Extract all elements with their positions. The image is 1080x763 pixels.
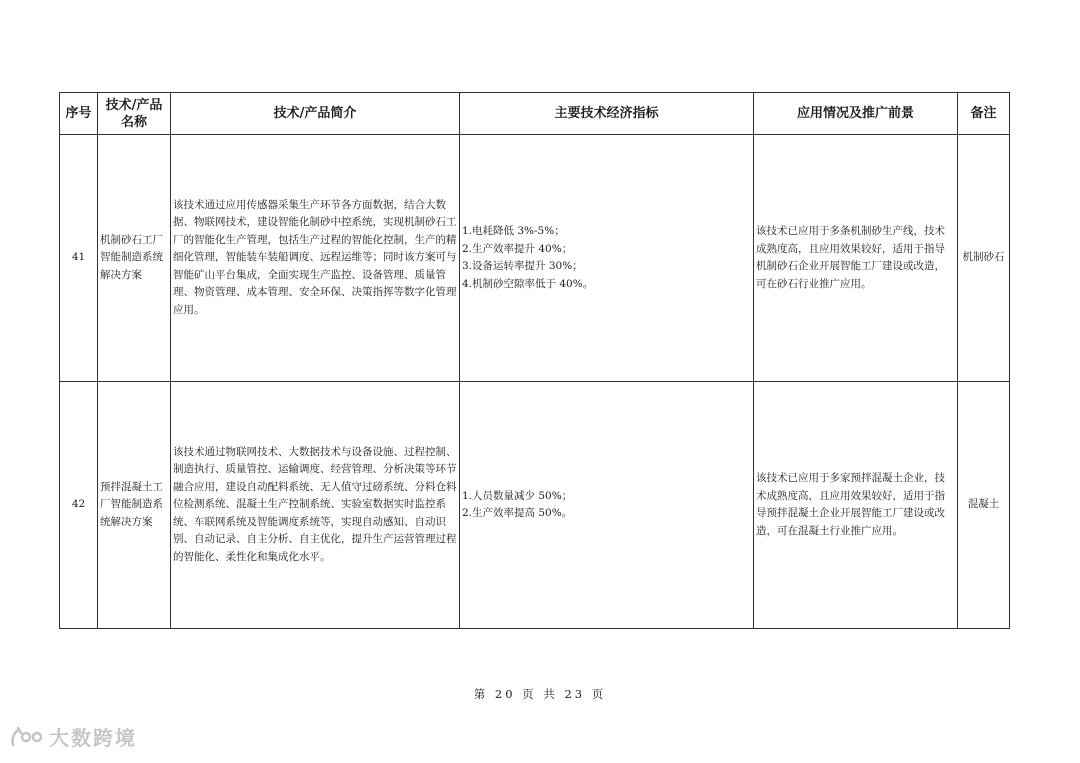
row-name: 机制砂石工厂智能制造系统解决方案 <box>98 135 171 382</box>
row-indicators <box>460 382 754 629</box>
row-intro: 该技术通过物联网技术、大数据技术与设备设施、过程控制、制造执行、质量管控、运输调度、经营管理、分析决策等环节融合应用，建设自动配料系统、无人值守过磅系统、分料仓料位检测系统、混凝土生产控制系统、实验室数据实时监控系统、车联网系统及智能调度系统等，实现自动感知、自动识别、自动记录、自主分析、自主优化，提升生产运营管理过程的智能化、柔性化和集成化水平。 <box>171 382 460 629</box>
brand-logo-icon <box>10 725 44 749</box>
table-row <box>60 382 1010 629</box>
header-note: 备注 <box>958 93 1010 135</box>
indicator-item: 4.机制砂空隙率低于 40%。 <box>462 277 594 290</box>
row-application: 该技术已应用于多条机制砂生产线，技术成熟度高，且应用效果较好，适用于指导机制砂石企业开展智能工厂建设或改造，可在砂石行业推广应用。 <box>754 135 958 382</box>
header-indicators: 主要技术经济指标 <box>460 93 754 135</box>
tech-product-table <box>59 92 1010 629</box>
indicator-item: 1.电耗降低 3%-5%； <box>462 225 565 237</box>
indicator-item: 1.人员数量减少 50%； <box>462 489 573 502</box>
row-name: 预拌混凝土工厂智能制造系统解决方案 <box>98 382 171 629</box>
indicator-item: 3.设备运转率提升 30%； <box>462 260 583 272</box>
indicator-item: 2.生产效率提高 50%。 <box>462 507 573 519</box>
indicator-item: 2.生产效率提升 40%； <box>462 242 573 255</box>
row-note: 混凝土 <box>958 382 1010 629</box>
row-note: 机制砂石 <box>958 135 1010 382</box>
row-intro: 该技术通过应用传感器采集生产环节各方面数据，结合大数据、物联网技术，建设智能化制砂中控系统，实现机制砂石工厂的智能化生产管理，包括生产过程的智能化控制，生产的精细化管理，智能装车装船调度、远程运维等；同时该方案可与智能矿山平台集成，全面实现生产监控、设备管理、质量管理、物资管理、成本管理、安全环保、决策指挥等数字化管理应用。 <box>171 135 460 382</box>
page-number: 第 20 页 共 23 页 <box>473 687 607 701</box>
header-application: 应用情况及推广前景 <box>754 93 958 135</box>
row-indicators <box>460 135 754 382</box>
watermark-text: 大数跨境 <box>49 726 137 750</box>
table-row <box>60 135 1010 382</box>
row-application: 该技术已应用于多家预拌混凝土企业，技术成熟度高，且应用效果较好，适用于指导预拌混凝土企业开展智能工厂建设或改造，可在混凝土行业推广应用。 <box>754 382 958 629</box>
row-number: 41 <box>60 135 98 382</box>
row-number: 42 <box>60 382 98 629</box>
header-name: 技术/产品名称 <box>98 93 171 135</box>
watermark <box>10 722 137 751</box>
table-header-row <box>60 93 1010 135</box>
header-intro: 技术/产品简介 <box>171 93 460 135</box>
header-number: 序号 <box>60 93 98 135</box>
